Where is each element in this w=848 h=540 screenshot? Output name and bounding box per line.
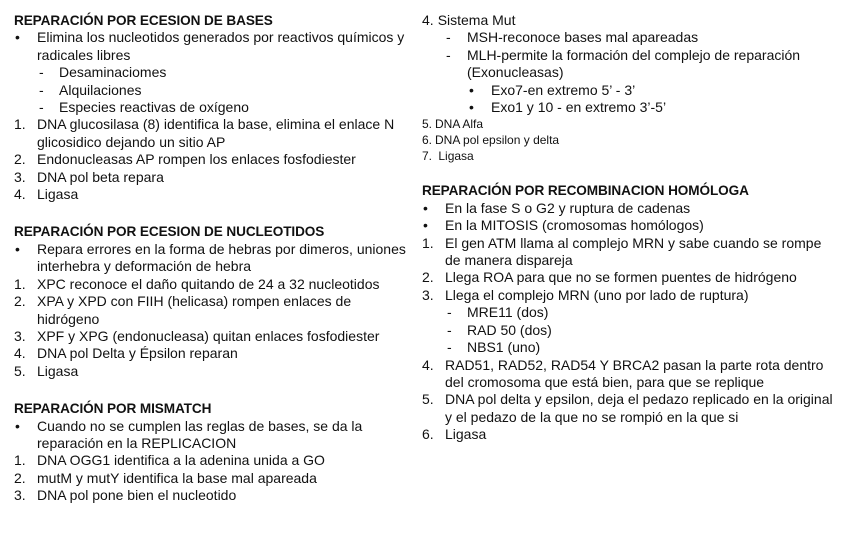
list-item — [422, 235, 838, 270]
list-marker: 3. — [14, 327, 26, 344]
list-item-text: Sistema Mut — [437, 12, 516, 28]
list-marker: 7. — [422, 149, 433, 164]
list-item-text: DNA Alfa — [435, 117, 484, 132]
list-marker: • — [15, 240, 20, 257]
list-item-text: Cuando no se cumplen las reglas de bases, se da la reparación en la REPLICACION — [37, 417, 363, 451]
list-marker: 2. — [14, 151, 26, 168]
list-marker: • — [423, 199, 428, 216]
list-item-text: mutM y mutY identifica la base mal apareada — [37, 469, 317, 486]
list-item-text: Alquilaciones — [59, 81, 142, 98]
section-title: REPARACIÓN POR ECESION DE BASES — [14, 13, 273, 28]
list-item-text: Llega ROA para que no se formen puentes de hidrógeno — [445, 269, 797, 286]
list-item-text: Ligasa — [445, 426, 487, 443]
list-item — [14, 487, 414, 504]
list-marker: 1. — [14, 275, 26, 292]
list-item-text: Llega el complejo MRN (uno por lado de ruptura) — [445, 286, 749, 303]
list-item-text: Exo7-en extremo 5’ - 3’ — [491, 81, 636, 98]
list-item — [422, 287, 838, 304]
list-marker: - — [39, 99, 44, 116]
list-marker: - — [39, 81, 44, 98]
list-item — [14, 293, 414, 328]
section — [422, 182, 838, 443]
list-marker: • — [469, 81, 474, 98]
list-item — [14, 151, 414, 168]
list-marker: 2. — [14, 293, 26, 310]
section — [14, 12, 414, 203]
list-item — [14, 276, 414, 293]
list-item-text: RAD51, RAD52, RAD54 Y BRCA2 pasan la parte rota dentro del cromosoma que está bien, para que se replique — [445, 356, 824, 390]
section — [14, 400, 414, 504]
list-item — [422, 426, 838, 443]
list-marker: 2. — [14, 469, 26, 486]
list-marker: 1. — [14, 452, 26, 469]
list-item — [14, 241, 414, 276]
list-marker: - — [447, 321, 452, 338]
list-item-text: XPC reconoce el daño quitando de 24 a 32 nucleotidos — [37, 275, 380, 292]
list-item — [422, 47, 838, 82]
list-item-text: XPF y XPG (endonucleasa) quitan enlaces fosfodiester — [37, 327, 380, 344]
list-item — [422, 12, 838, 29]
list-marker: 5. — [14, 362, 26, 379]
list-item — [422, 391, 838, 426]
list-item — [422, 116, 838, 132]
list-item-text: DNA pol delta y epsilon, deja el pedazo replicado en la original y el pedazo de la que no se rompió en la que si — [445, 391, 833, 425]
list-item — [14, 345, 414, 362]
list-item-text: El gen ATM llama al complejo MRN y sabe cuando se rompe de manera dispareja — [445, 234, 822, 269]
list-item-text: MSH-reconoce bases mal apareadas — [467, 29, 699, 46]
list-item-text: NBS1 (uno) — [467, 339, 541, 356]
list-marker: - — [447, 339, 452, 356]
list-item — [14, 452, 414, 469]
list-item-text: MLH-permite la formación del complejo de reparación (Exonucleasas) — [467, 46, 801, 81]
list-item-text: RAD 50 (dos) — [467, 321, 552, 338]
list-item-text: XPA y XPD con FIIH (helicasa) rompen enlaces de hidrógeno — [37, 293, 352, 327]
list-marker: 6. — [422, 133, 433, 148]
list-item — [422, 200, 838, 217]
list-marker: 4. — [14, 186, 26, 203]
list-item-text: DNA glucosilasa (8) identifica la base, elimina el enlace N glicosidico dejando un sitio AP — [37, 116, 395, 150]
list-marker: 3. — [14, 487, 26, 504]
list-item — [14, 29, 414, 64]
list-item-text: Especies reactivas de oxígeno — [59, 99, 249, 116]
list-marker: - — [446, 46, 451, 63]
list-item-text: DNA pol Delta y Épsilon reparan — [37, 345, 238, 362]
list-marker: 1. — [14, 116, 26, 133]
section — [14, 223, 414, 380]
list-marker: 5. — [422, 117, 433, 132]
section-title: REPARACIÓN POR RECOMBINACION HOMÓLOGA — [422, 183, 749, 199]
list-item — [422, 132, 838, 148]
list-marker: 3. — [422, 286, 434, 303]
list-item-text: DNA pol epsilon y delta — [435, 133, 560, 148]
list-marker: 5. — [422, 391, 434, 408]
list-marker: 4. — [422, 356, 434, 373]
list-item — [14, 99, 414, 116]
list-item-text: Ligasa — [37, 186, 79, 203]
list-marker: • — [15, 29, 20, 46]
list-marker: 2. — [422, 269, 434, 286]
list-item — [422, 339, 838, 356]
list-item-text: DNA pol pone bien el nucleotido — [37, 487, 237, 504]
list-item — [14, 470, 414, 487]
list-item — [14, 418, 414, 453]
list-item-text: Elimina los nucleotidos generados por reactivos químicos y radicales libres — [37, 29, 405, 63]
list-item — [14, 82, 414, 99]
list-marker: 1. — [422, 234, 434, 251]
list-item — [14, 169, 414, 186]
list-item-text: Endonucleasas AP rompen los enlaces fosfodiester — [37, 151, 356, 168]
list-item — [422, 322, 838, 339]
list-item-text: DNA OGG1 identifica a la adenina unida a GO — [37, 452, 325, 469]
list-item-text: DNA pol beta repara — [37, 168, 164, 185]
list-marker: • — [423, 217, 428, 234]
list-item — [422, 99, 838, 116]
list-item — [422, 82, 838, 99]
list-item — [422, 148, 838, 164]
list-marker: 3. — [14, 168, 26, 185]
list-item-text: Repara errores en la forma de hebras por dimeros, uniones interhebra y deformación de hebra — [37, 240, 406, 275]
list-item-text: Exo1 y 10 - en extremo 3’-5’ — [491, 99, 667, 116]
list-item-text: Desaminaciomes — [59, 64, 167, 81]
list-marker: - — [39, 64, 44, 81]
section-title: REPARACIÓN POR ECESION DE NUCLEOTIDOS — [14, 224, 325, 240]
list-item-text: Ligasa — [435, 149, 474, 164]
list-marker: • — [469, 99, 474, 116]
list-item-text: Ligasa — [37, 362, 79, 379]
section — [422, 12, 838, 164]
list-marker: - — [447, 304, 452, 321]
section-title: REPARACIÓN POR MISMATCH — [14, 401, 212, 417]
list-marker: - — [446, 29, 451, 46]
list-item — [14, 116, 414, 151]
list-item — [422, 357, 838, 392]
list-item — [14, 186, 414, 203]
list-item-text: MRE11 (dos) — [467, 304, 549, 321]
list-item — [14, 328, 414, 345]
list-item — [14, 64, 414, 81]
list-marker: 6. — [422, 426, 434, 443]
list-item — [422, 269, 838, 286]
list-marker: • — [15, 417, 20, 434]
list-item — [14, 363, 414, 380]
list-marker: 4. — [422, 12, 434, 28]
left-column — [14, 12, 414, 525]
list-item — [422, 217, 838, 234]
list-marker: 4. — [14, 345, 26, 362]
list-item-text: En la fase S o G2 y ruptura de cadenas — [445, 199, 691, 216]
list-item — [422, 29, 838, 46]
list-item-text: En la MITOSIS (cromosomas homólogos) — [445, 217, 704, 234]
right-column — [422, 12, 838, 464]
list-item — [422, 304, 838, 321]
